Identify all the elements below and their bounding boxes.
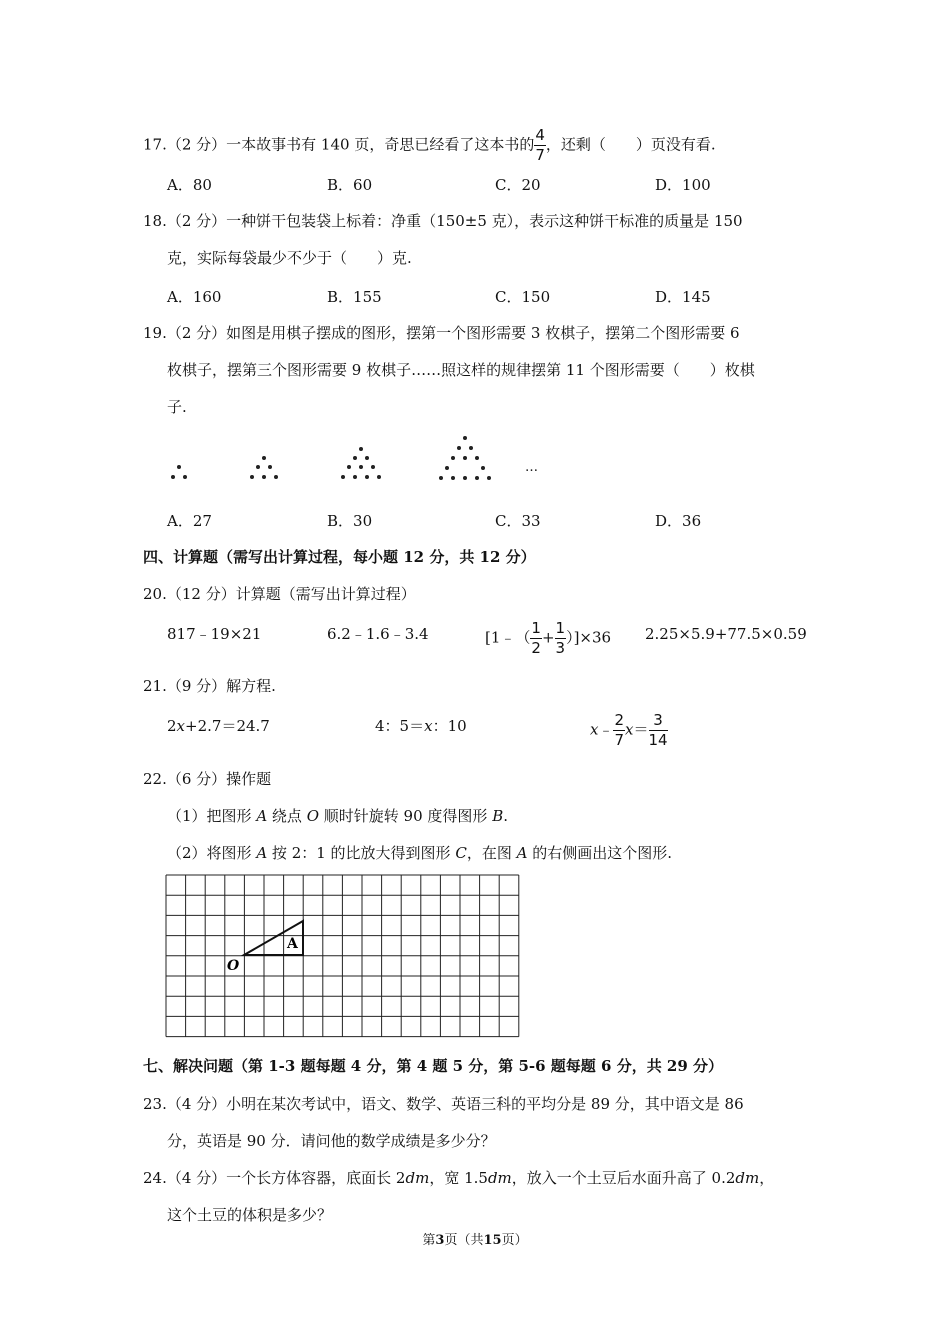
equals-sign: ＝	[633, 720, 649, 739]
q19-chess-pattern-figure	[160, 430, 560, 490]
q17-fraction	[534, 128, 546, 163]
q20-expr-3-close: ）]×36	[566, 628, 612, 647]
text: （1）把图形	[167, 807, 257, 825]
text: 绕点	[267, 807, 307, 825]
var-O: O	[306, 807, 320, 825]
frac-numerator: 1	[555, 619, 566, 637]
text: 按 2：1 的比放大得到图形	[267, 844, 456, 862]
section-4-heading: 四、计算题（需写出计算过程，每小题 12 分，共 12 分）	[143, 548, 536, 566]
q20-fraction-third	[555, 621, 567, 656]
pattern-3	[341, 447, 381, 479]
eq2-left: 4：5＝	[375, 717, 425, 735]
t: 分，第	[361, 1057, 417, 1075]
q19-option-a[interactable]: A．27	[167, 512, 212, 530]
q18-option-b[interactable]: B．155	[327, 288, 382, 306]
q17-stem-tail: ，还剩（ ）页没有看.	[545, 135, 716, 154]
t: 4	[416, 1057, 428, 1075]
q22-sub-2	[167, 843, 672, 863]
q17-option-d[interactable]: D．100	[655, 176, 711, 194]
q19-line1: 19.（2 分）如图是用棋子摆成的图形，摆第一个图形需要 3 枚棋子，摆第二个图形需要 6	[143, 324, 740, 342]
q19-line3: 子.	[167, 398, 187, 416]
t: 题每题	[295, 1057, 351, 1075]
q19-option-b[interactable]: B．30	[327, 512, 373, 530]
q18-line1: 18.（2 分）一种饼干包装袋上标着：净重（150±5 克），表示这种饼干标准的质量是 150	[143, 212, 743, 230]
eq3-var-1: x	[590, 720, 599, 739]
var-B: B	[492, 807, 504, 825]
q22-sub-1	[167, 806, 508, 826]
q20-expr-3	[485, 621, 611, 656]
q22-grid-figure[interactable]	[164, 874, 524, 1040]
t: 页）	[501, 1233, 528, 1248]
pattern-1	[171, 465, 187, 479]
q20-expr-4: 2.25×5.9+77.5×0.59	[645, 625, 807, 643]
frac-numerator: 2	[614, 711, 625, 729]
t: 分，共	[611, 1057, 667, 1075]
t: ，	[759, 1169, 775, 1187]
q18-option-a[interactable]: A．160	[167, 288, 222, 306]
t: 题	[427, 1057, 453, 1075]
t: 分）	[687, 1057, 724, 1075]
text: 顺时针旋转 90 度得图形	[319, 807, 493, 825]
t: 4	[350, 1057, 362, 1075]
text: （2）将图形	[167, 844, 257, 862]
page-footer	[0, 1229, 950, 1248]
frac-denominator: 3	[555, 639, 566, 657]
frac-denominator: 14	[648, 731, 668, 749]
t: 24.（4 分）一个长方体容器，底面长 2	[143, 1169, 406, 1187]
q24-line1	[143, 1168, 774, 1188]
frac-denominator: 7	[614, 731, 625, 749]
eq1-coef: 2	[167, 717, 177, 735]
pattern-2	[250, 456, 278, 479]
eq3-var-2: x	[625, 720, 634, 739]
grid-label-O: O	[227, 958, 240, 974]
t: 第	[422, 1233, 436, 1248]
q24-line2: 这个土豆的体积是多少？	[167, 1206, 333, 1224]
t: 29	[666, 1057, 688, 1075]
grid-lines	[166, 875, 519, 1037]
q17-stem	[143, 128, 716, 163]
eq1-var: x	[176, 717, 186, 735]
t: 七、解决问题（第	[143, 1057, 269, 1075]
q17-option-a[interactable]: A．80	[167, 176, 212, 194]
plus-sign: +	[541, 628, 555, 647]
q20-stem: 20.（12 分）计算题（需写出计算过程）	[143, 585, 416, 603]
unit-dm: dm	[735, 1169, 760, 1187]
text: ，在图	[466, 844, 517, 862]
q17-stem-text: 17.（2 分）一本故事书有 140 页，奇思已经看了这本书的	[143, 135, 535, 154]
frac-numerator: 3	[649, 713, 668, 731]
q20-expr-3-open: [1﹣（	[485, 628, 531, 647]
section-7-heading	[143, 1056, 723, 1076]
q21-equation-2	[375, 716, 467, 736]
text: .	[503, 807, 508, 825]
t: 1-3	[268, 1057, 296, 1075]
page-number: 3	[435, 1233, 445, 1248]
var-A: A	[256, 807, 268, 825]
q17-option-b[interactable]: B．60	[327, 176, 373, 194]
q19-option-d[interactable]: D．36	[655, 512, 702, 530]
q17-frac-denominator: 7	[535, 146, 545, 164]
q17-frac-numerator: 4	[535, 126, 545, 144]
text: 的右侧画出这个图形.	[527, 844, 672, 862]
var-A: A	[256, 844, 268, 862]
unit-dm: dm	[405, 1169, 430, 1187]
eq1-rest: +2.7＝24.7	[185, 717, 270, 735]
var-C: C	[455, 844, 467, 862]
t: 5	[452, 1057, 464, 1075]
frac-denominator: 2	[531, 639, 541, 657]
q20-fraction-half	[530, 621, 542, 656]
q20-expr-2: 6.2﹣1.6﹣3.4	[327, 625, 429, 643]
q19-ellipsis: …	[525, 460, 538, 475]
t: ，放入一个土豆后水面升高了 0.2	[511, 1169, 736, 1187]
q23-line2: 分，英语是 90 分．请问他的数学成绩是多少分？	[167, 1132, 496, 1150]
minus-sign: ﹣	[598, 720, 614, 739]
q17-option-c[interactable]: C．20	[495, 176, 541, 194]
total-pages: 15	[483, 1233, 502, 1248]
q18-line2: 克，实际每袋最少不少于（ ）克.	[167, 249, 412, 267]
q21-equation-1	[167, 716, 270, 736]
q18-option-d[interactable]: D．145	[655, 288, 711, 306]
q19-line2: 枚棋子，摆第三个图形需要 9 枚棋子……照这样的规律摆第 11 个图形需要（ ）枚棋	[167, 361, 755, 379]
q21-fraction-3-14	[649, 713, 668, 748]
unit-dm: dm	[487, 1169, 512, 1187]
frac-numerator: 1	[531, 619, 541, 637]
pattern-4	[439, 436, 491, 480]
eq2-rest: ：10	[432, 717, 467, 735]
q23-line1: 23.（4 分）小明在某次考试中，语文、数学、英语三科的平均分是 89 分，其中语文是 86	[143, 1095, 744, 1113]
var-A: A	[516, 844, 528, 862]
q21-stem: 21.（9 分）解方程.	[143, 677, 276, 695]
grid-label-A: A	[287, 936, 298, 952]
t: 分，第	[463, 1057, 519, 1075]
q22-stem: 22.（6 分）操作题	[143, 770, 272, 788]
t: 5-6	[518, 1057, 546, 1075]
q18-option-c[interactable]: C．150	[495, 288, 551, 306]
t: 页（共	[444, 1233, 484, 1248]
t: 6	[601, 1057, 612, 1075]
q21-fraction-2-7	[613, 713, 625, 748]
t: ，宽 1.5	[429, 1169, 488, 1187]
t: 题每题	[545, 1057, 602, 1075]
eq2-var: x	[424, 717, 433, 735]
q20-expr-1: 817﹣19×21	[167, 625, 262, 643]
q19-option-c[interactable]: C．33	[495, 512, 541, 530]
q21-equation-3	[590, 713, 668, 748]
